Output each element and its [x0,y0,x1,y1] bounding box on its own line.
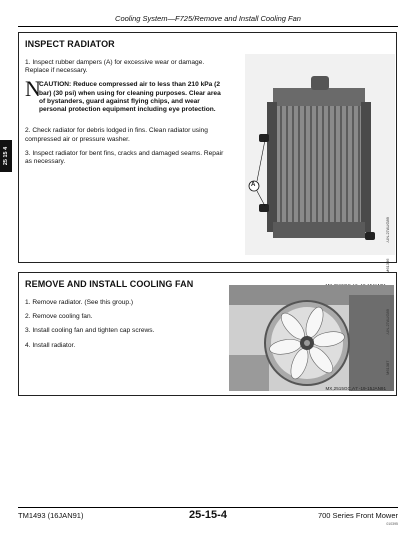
caution-symbol: N [25,76,41,102]
manual-id: TM1493 (16JAN91) [18,511,84,520]
radiator-photo [245,54,395,255]
callout-a-label: A [251,182,256,188]
image-code: -UN-27AUG89 [385,216,390,243]
section-title: INSPECT RADIATOR [25,39,115,49]
step-3: 3. Inspect radiator for bent fins, cracks and damaged seams. Repair as necessary. [25,149,224,166]
page-number: 25-15-4 [189,509,227,521]
cooling-fan-section [18,272,397,396]
running-header: Cooling System—F725/Remove and Install Cooling Fan [115,14,301,23]
image-code: -UN-27AUG89 [385,308,390,335]
image-number: M61386 [385,258,390,273]
step-1: 1. Remove radiator. (See this group.) [25,299,134,306]
section-text [25,299,225,356]
step-2: 2. Remove cooling fan. [25,313,93,321]
footer-code: 010395 [386,522,398,526]
step-3: 3. Install cooling fan and tighten cap screws. [25,327,155,335]
image-number: M61387 [385,360,390,375]
image-caption: MX,2515GC,A7 -19-15JAN91 [325,386,386,391]
fan-illustration [229,285,394,391]
caution-block [25,76,225,121]
footer-rule [18,507,398,508]
product-name: 700 Series Front Mower [317,511,398,520]
cooling-fan-photo [229,285,394,391]
radiator-illustration [245,54,395,255]
step-1: 1. Inspect rubber dampers (A) for excessive wear or damage. Replace if necessary. [25,59,205,75]
header-rule [18,26,398,27]
caution-text: CAUTION: Reduce compressed air to less than 210 kPa (2 bar) (30 psi) when using for cleaning purposes. Clear area of bystanders, guard against flying chips, and wear personal protection equipment including eye protection. [39,81,221,114]
step-2: 2. Check radiator for debris lodged in fins. Clean radiator using compressed air or pressure washer. [25,127,208,143]
section-text [25,59,225,172]
section-side-tab [0,140,12,172]
step-4: 4. Install radiator. [25,341,76,349]
side-tab-label: 25 15 4 [3,146,9,166]
section-title: REMOVE AND INSTALL COOLING FAN [25,279,194,289]
inspect-radiator-section [18,32,397,273]
